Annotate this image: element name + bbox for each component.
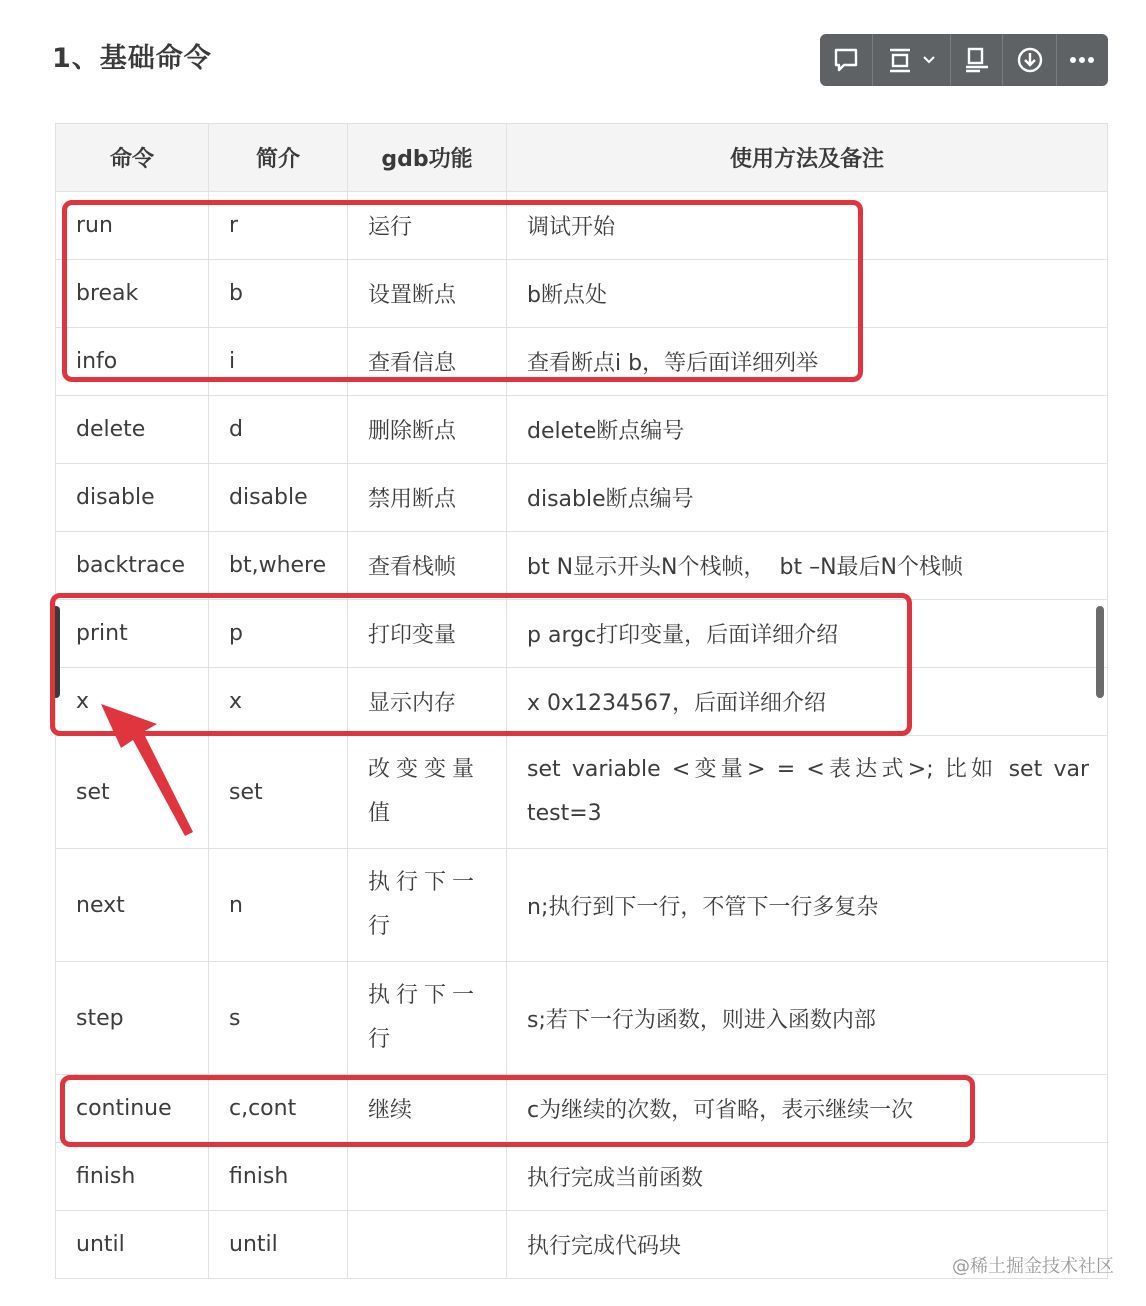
cell-note: 执行完成当前函数	[507, 1143, 1108, 1211]
cell-note: x 0x1234567，后面详细介绍	[507, 668, 1108, 736]
cell-note: b断点处	[507, 260, 1108, 328]
cell-command: finish	[56, 1143, 209, 1211]
table-row	[56, 600, 1108, 668]
more-button[interactable]	[1057, 34, 1108, 86]
cell-short: s	[209, 962, 348, 1075]
table-row	[56, 1211, 1108, 1279]
watermark: @稀土掘金技术社区	[952, 1256, 1114, 1277]
cell-short: d	[209, 396, 348, 464]
cell-short: bt,where	[209, 532, 348, 600]
cell-short: x	[209, 668, 348, 736]
cell-command: set	[56, 736, 209, 849]
header-short: 简介	[209, 124, 348, 192]
cell-note: 执行完成代码块	[507, 1211, 1108, 1279]
cell-function: 删除断点	[348, 396, 507, 464]
cell-short: until	[209, 1211, 348, 1279]
cell-short: r	[209, 192, 348, 260]
cell-note: bt N显示开头N个栈帧， bt –N最后N个栈帧	[507, 532, 1108, 600]
header-gdb-function: gdb功能	[348, 124, 507, 192]
cell-short: disable	[209, 464, 348, 532]
table-row	[56, 396, 1108, 464]
cell-command: break	[56, 260, 209, 328]
table-row	[56, 736, 1108, 849]
cell-function: 查看栈帧	[348, 532, 507, 600]
cell-command: x	[56, 668, 209, 736]
table-row	[56, 464, 1108, 532]
cell-short: n	[209, 849, 348, 962]
cell-function: 执行下一行	[348, 849, 507, 962]
cell-note: s;若下一行为函数，则进入函数内部	[507, 962, 1108, 1075]
table-row	[56, 328, 1108, 396]
cell-note: delete断点编号	[507, 396, 1108, 464]
cell-note: 查看断点i b，等后面详细列举	[507, 328, 1108, 396]
cell-command: delete	[56, 396, 209, 464]
cell-command: print	[56, 600, 209, 668]
right-scrollbar[interactable]	[1096, 606, 1104, 698]
table-row	[56, 260, 1108, 328]
table-row	[56, 668, 1108, 736]
cell-command: step	[56, 962, 209, 1075]
download-button[interactable]	[1003, 34, 1056, 86]
cell-command: disable	[56, 464, 209, 532]
cell-function: 运行	[348, 192, 507, 260]
cell-function: 显示内存	[348, 668, 507, 736]
cell-note: 调试开始	[507, 192, 1108, 260]
annotation-arrow-icon	[95, 700, 205, 840]
table-header-row	[56, 124, 1108, 192]
align-icon	[887, 46, 913, 74]
section-heading: 1、基础命令	[52, 43, 212, 74]
align-dropdown-button[interactable]	[873, 34, 951, 86]
table-row	[56, 532, 1108, 600]
cell-function	[348, 1143, 507, 1211]
cell-function: 查看信息	[348, 328, 507, 396]
gdb-command-table	[55, 123, 1108, 1279]
table-row	[56, 962, 1108, 1075]
cell-command: info	[56, 328, 209, 396]
cell-note: set variable <变量> = <表达式>; 比如 set var test=3	[507, 736, 1108, 849]
left-scroll-indicator	[52, 606, 60, 698]
table-row	[56, 849, 1108, 962]
more-icon	[1068, 46, 1096, 74]
cell-command: until	[56, 1211, 209, 1279]
table-row	[56, 1143, 1108, 1211]
cell-note: p argc打印变量，后面详细介绍	[507, 600, 1108, 668]
cell-function: 设置断点	[348, 260, 507, 328]
cell-function: 改变变量值	[348, 736, 507, 849]
comment-button[interactable]	[820, 34, 873, 86]
header-usage-notes: 使用方法及备注	[507, 124, 1108, 192]
caption-icon	[963, 46, 991, 74]
comment-icon	[832, 46, 860, 74]
table-row	[56, 192, 1108, 260]
image-toolbar	[820, 34, 1108, 86]
cell-note: n;执行到下一行，不管下一行多复杂	[507, 849, 1108, 962]
cell-command: continue	[56, 1075, 209, 1143]
cell-function: 执行下一行	[348, 962, 507, 1075]
cell-short: set	[209, 736, 348, 849]
chevron-down-icon	[921, 52, 937, 68]
cell-short: p	[209, 600, 348, 668]
cell-function: 继续	[348, 1075, 507, 1143]
cell-note: c为继续的次数，可省略，表示继续一次	[507, 1075, 1108, 1143]
cell-short: i	[209, 328, 348, 396]
header-command: 命令	[56, 124, 209, 192]
download-icon	[1016, 46, 1044, 74]
cell-command: next	[56, 849, 209, 962]
cell-short: b	[209, 260, 348, 328]
cell-short: finish	[209, 1143, 348, 1211]
cell-function: 禁用断点	[348, 464, 507, 532]
cell-short: c,cont	[209, 1075, 348, 1143]
table-row	[56, 1075, 1108, 1143]
cell-note: disable断点编号	[507, 464, 1108, 532]
cell-command: run	[56, 192, 209, 260]
caption-button[interactable]	[951, 34, 1003, 86]
cell-function: 打印变量	[348, 600, 507, 668]
cell-command: backtrace	[56, 532, 209, 600]
cell-function	[348, 1211, 507, 1279]
